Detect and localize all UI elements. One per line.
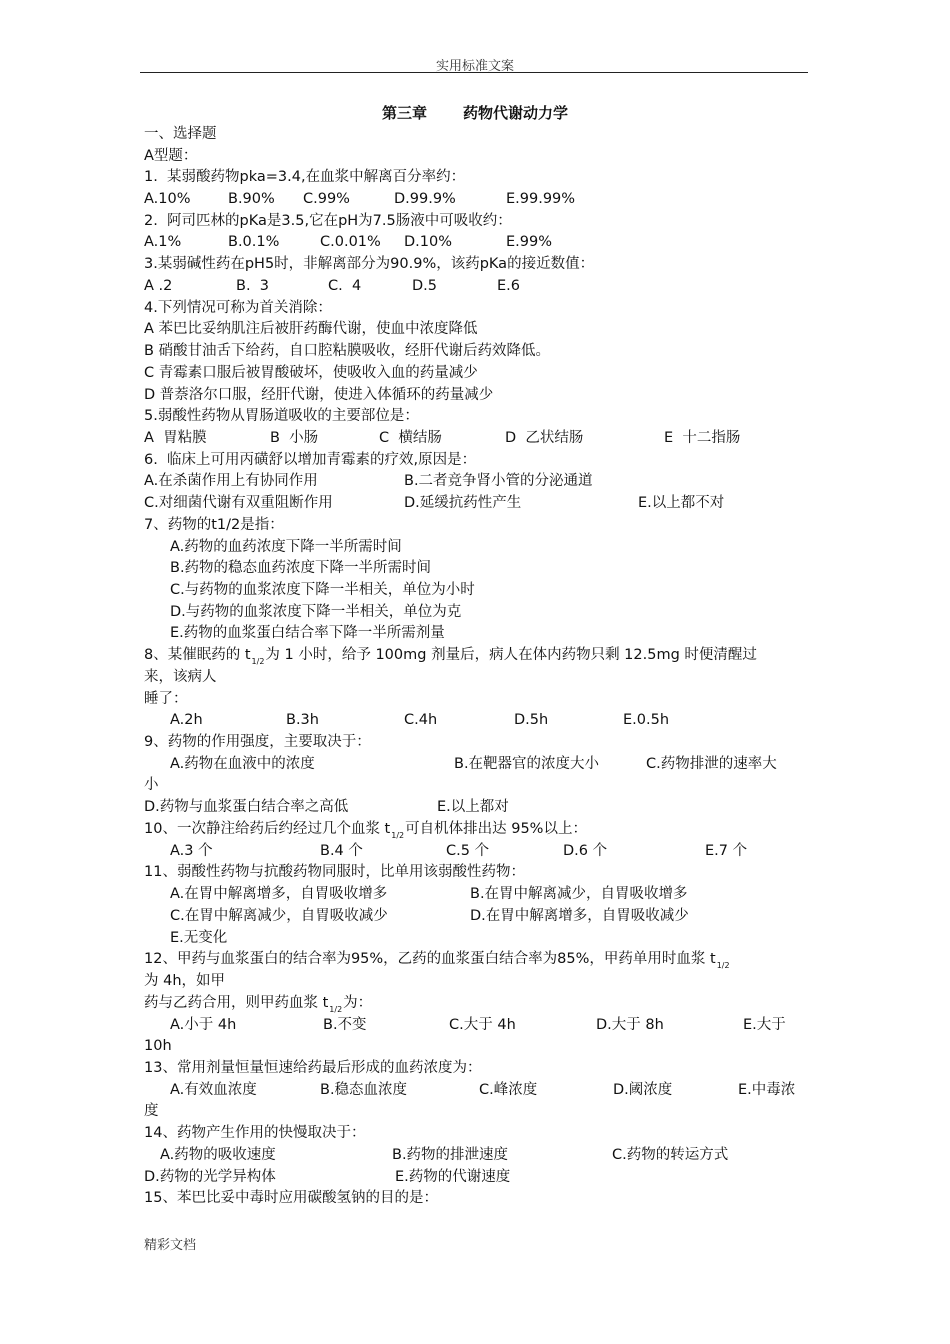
q11-option-d: D.在胃中解离增多，自胃吸收减少 bbox=[470, 908, 689, 924]
q14-stem: 14、药物产生作用的快慢取决于： bbox=[144, 1125, 366, 1141]
q5-stem: 5.弱酸性药物从胃肠道吸收的主要部位是： bbox=[144, 408, 419, 424]
q3-option-b: B. 3 bbox=[236, 278, 270, 294]
header-rule bbox=[140, 72, 808, 73]
q8-stem-line3: 睡了： bbox=[144, 691, 188, 707]
q3-option-c: C. 4 bbox=[328, 278, 362, 294]
chapter-title bbox=[0, 102, 950, 123]
q12-stem-line3-pre: 药与乙药合用，则甲药血浆 t bbox=[144, 995, 329, 1011]
q1-option-d: D.99.9% bbox=[394, 191, 456, 207]
q9-option-b: B.在靶器官的浓度大小 bbox=[454, 756, 600, 772]
q10-subscript: 1/2 bbox=[391, 831, 405, 840]
q14-option-d: D.药物的光学异构体 bbox=[144, 1169, 276, 1185]
page-header: 实用标准文案 bbox=[435, 59, 514, 74]
q2-stem: 2. 阿司匹林的pKa是3.5,它在pH为7.5肠液中可吸收约： bbox=[144, 213, 512, 229]
q1-option-a: A.10% bbox=[144, 191, 191, 207]
q11-option-b: B.在胃中解离减少，自胃吸收增多 bbox=[470, 886, 688, 902]
q6-option-a: A.在杀菌作用上有协同作用 bbox=[144, 473, 318, 489]
q6-option-d: D.延缓抗药性产生 bbox=[404, 495, 522, 511]
chapter-name: 药物代谢动力学 bbox=[463, 104, 569, 122]
q5-option-c: C 横结肠 bbox=[379, 430, 442, 446]
q12-option-e: E.大于 bbox=[743, 1017, 786, 1033]
q9-option-c-cont: 小 bbox=[144, 777, 159, 793]
q7-stem: 7、药物的t1/2是指： bbox=[144, 517, 284, 533]
q8-stem-pre: 8、某催眠药的 t bbox=[144, 647, 251, 663]
q10-stem-pre: 10、一次静注给药后约经过几个血浆 t bbox=[144, 821, 391, 837]
q5-option-b: B 小肠 bbox=[270, 430, 319, 446]
q14-option-a: A.药物的吸收速度 bbox=[160, 1147, 276, 1163]
q7-option-c: C.与药物的血浆浓度下降一半相关，单位为小时 bbox=[170, 582, 475, 598]
q13-option-e-cont: 度 bbox=[144, 1103, 159, 1119]
q12-option-e-cont: 10h bbox=[144, 1038, 172, 1054]
q3-option-d: D.5 bbox=[412, 278, 437, 294]
q4-option-a: A 苯巴比妥纳肌注后被肝药酶代谢，使血中浓度降低 bbox=[144, 321, 478, 337]
q3-option-a: A .2 bbox=[144, 278, 173, 294]
q8-stem-line2: 来，该病人 bbox=[144, 669, 217, 685]
q2-option-b: B.0.1% bbox=[228, 234, 280, 250]
q8-option-e: E.0.5h bbox=[623, 712, 670, 728]
q12-stem-line2: 为 4h，如甲 bbox=[144, 973, 226, 989]
q8-option-d: D.5h bbox=[514, 712, 549, 728]
q8-option-a: A.2h bbox=[170, 712, 203, 728]
q12-option-a: A.小于 4h bbox=[170, 1017, 237, 1033]
q13-option-d: D.阈浓度 bbox=[613, 1082, 673, 1098]
q6-option-c: C.对细菌代谢有双重阻断作用 bbox=[144, 495, 333, 511]
q3-option-e: E.6 bbox=[497, 278, 520, 294]
q6-option-b: B.二者竞争肾小管的分泌通道 bbox=[404, 473, 593, 489]
q2-option-d: D.10% bbox=[404, 234, 453, 250]
q9-stem: 9、药物的作用强度，主要取决于： bbox=[144, 734, 371, 750]
q7-option-a: A.药物的血药浓度下降一半所需时间 bbox=[170, 539, 402, 555]
q10-option-e: E.7 个 bbox=[705, 843, 748, 859]
q1-option-b: B.90% bbox=[228, 191, 275, 207]
chapter-number: 第三章 bbox=[381, 104, 427, 122]
q12-option-c: C.大于 4h bbox=[449, 1017, 516, 1033]
q11-stem: 11、弱酸性药物与抗酸药物同服时，比单用该弱酸性药物： bbox=[144, 864, 525, 880]
q2-option-a: A.1% bbox=[144, 234, 182, 250]
q10-option-d: D.6 个 bbox=[563, 843, 608, 859]
q12-option-d: D.大于 8h bbox=[596, 1017, 664, 1033]
q4-stem: 4.下列情况可称为首关消除： bbox=[144, 300, 332, 316]
q10-stem bbox=[144, 819, 587, 841]
q14-option-b: B.药物的排泄速度 bbox=[392, 1147, 509, 1163]
q12-subscript-2: 1/2 bbox=[329, 1005, 343, 1014]
q9-option-d: D.药物与血浆蛋白结合率之高低 bbox=[144, 799, 349, 815]
q10-option-c: C.5 个 bbox=[446, 843, 490, 859]
q13-option-a: A.有效血浓度 bbox=[170, 1082, 257, 1098]
q7-option-d: D.与药物的血浆浓度下降一半相关，单位为克 bbox=[170, 604, 462, 620]
q12-stem-line3 bbox=[144, 993, 372, 1015]
q5-option-d: D 乙状结肠 bbox=[505, 430, 584, 446]
q11-option-a: A.在胃中解离增多，自胃吸收增多 bbox=[170, 886, 388, 902]
q11-option-e: E.无变化 bbox=[170, 930, 228, 946]
q5-option-a: A 胃粘膜 bbox=[144, 430, 207, 446]
q4-option-c: C 青霉素口服后被胃酸破坏，使吸收入血的药量减少 bbox=[144, 365, 478, 381]
q10-option-b: B.4 个 bbox=[320, 843, 363, 859]
q2-option-c: C.0.01% bbox=[320, 234, 381, 250]
q5-option-e: E 十二指肠 bbox=[664, 430, 741, 446]
q2-option-e: E.99% bbox=[506, 234, 552, 250]
q15-stem: 15、苯巴比妥中毒时应用碳酸氢钠的目的是： bbox=[144, 1190, 438, 1206]
q8-stem-post: 为 1 小时，给予 100mg 剂量后，病人在体内药物只剩 12.5mg 时便清醒过 bbox=[265, 647, 757, 663]
q10-option-a: A.3 个 bbox=[170, 843, 213, 859]
q9-option-a: A.药物在血液中的浓度 bbox=[170, 756, 315, 772]
q13-option-e: E.中毒浓 bbox=[738, 1082, 796, 1098]
q13-stem: 13、常用剂量恒量恒速给药最后形成的血药浓度为： bbox=[144, 1060, 482, 1076]
q8-option-b: B.3h bbox=[286, 712, 319, 728]
q6-stem: 6. 临床上可用丙磺舒以增加青霉素的疗效,原因是： bbox=[144, 452, 477, 468]
q3-stem: 3.某弱碱性药在pH5时，非解离部分为90.9%，该药pKa的接近数值： bbox=[144, 256, 595, 272]
q8-subscript: 1/2 bbox=[251, 657, 265, 666]
q14-option-e: E.药物的代谢速度 bbox=[395, 1169, 511, 1185]
q12-subscript: 1/2 bbox=[716, 961, 730, 970]
q1-option-e: E.99.99% bbox=[506, 191, 576, 207]
q13-option-b: B.稳态血浓度 bbox=[320, 1082, 408, 1098]
q7-option-b: B.药物的稳态血药浓度下降一半所需时间 bbox=[170, 560, 432, 576]
q12-option-b: B.不变 bbox=[323, 1017, 367, 1033]
type-label: A型题： bbox=[144, 148, 198, 164]
q12-stem bbox=[144, 949, 731, 971]
q9-option-e: E.以上都对 bbox=[437, 799, 509, 815]
q9-option-c: C.药物排泄的速率大 bbox=[646, 756, 777, 772]
section-heading: 一、选择题 bbox=[144, 126, 217, 142]
q4-option-b: B 硝酸甘油舌下给药，自口腔粘膜吸收，经肝代谢后药效降低。 bbox=[144, 343, 551, 359]
q1-stem: 1. 某弱酸药物pka=3.4,在血浆中解离百分率约： bbox=[144, 169, 466, 185]
q6-option-e: E.以上都不对 bbox=[638, 495, 725, 511]
q14-option-c: C.药物的转运方式 bbox=[612, 1147, 729, 1163]
q8-stem bbox=[144, 645, 757, 667]
q12-stem-pre: 12、甲药与血浆蛋白的结合率为95%，乙药的血浆蛋白结合率为85%，甲药单用时血浆 t bbox=[144, 951, 716, 967]
q12-stem-line3-post: 为： bbox=[343, 995, 373, 1011]
q1-option-c: C.99% bbox=[303, 191, 350, 207]
q11-option-c: C.在胃中解离减少，自胃吸收减少 bbox=[170, 908, 388, 924]
q4-option-d: D 普萘洛尔口服，经肝代谢，使进入体循环的药量减少 bbox=[144, 387, 494, 403]
page-footer: 精彩文档 bbox=[144, 1238, 197, 1253]
q10-stem-post: 可自机体排出达 95%以上： bbox=[405, 821, 587, 837]
q13-option-c: C.峰浓度 bbox=[479, 1082, 538, 1098]
q8-option-c: C.4h bbox=[404, 712, 438, 728]
q7-option-e: E.药物的血浆蛋白结合率下降一半所需剂量 bbox=[170, 625, 445, 641]
